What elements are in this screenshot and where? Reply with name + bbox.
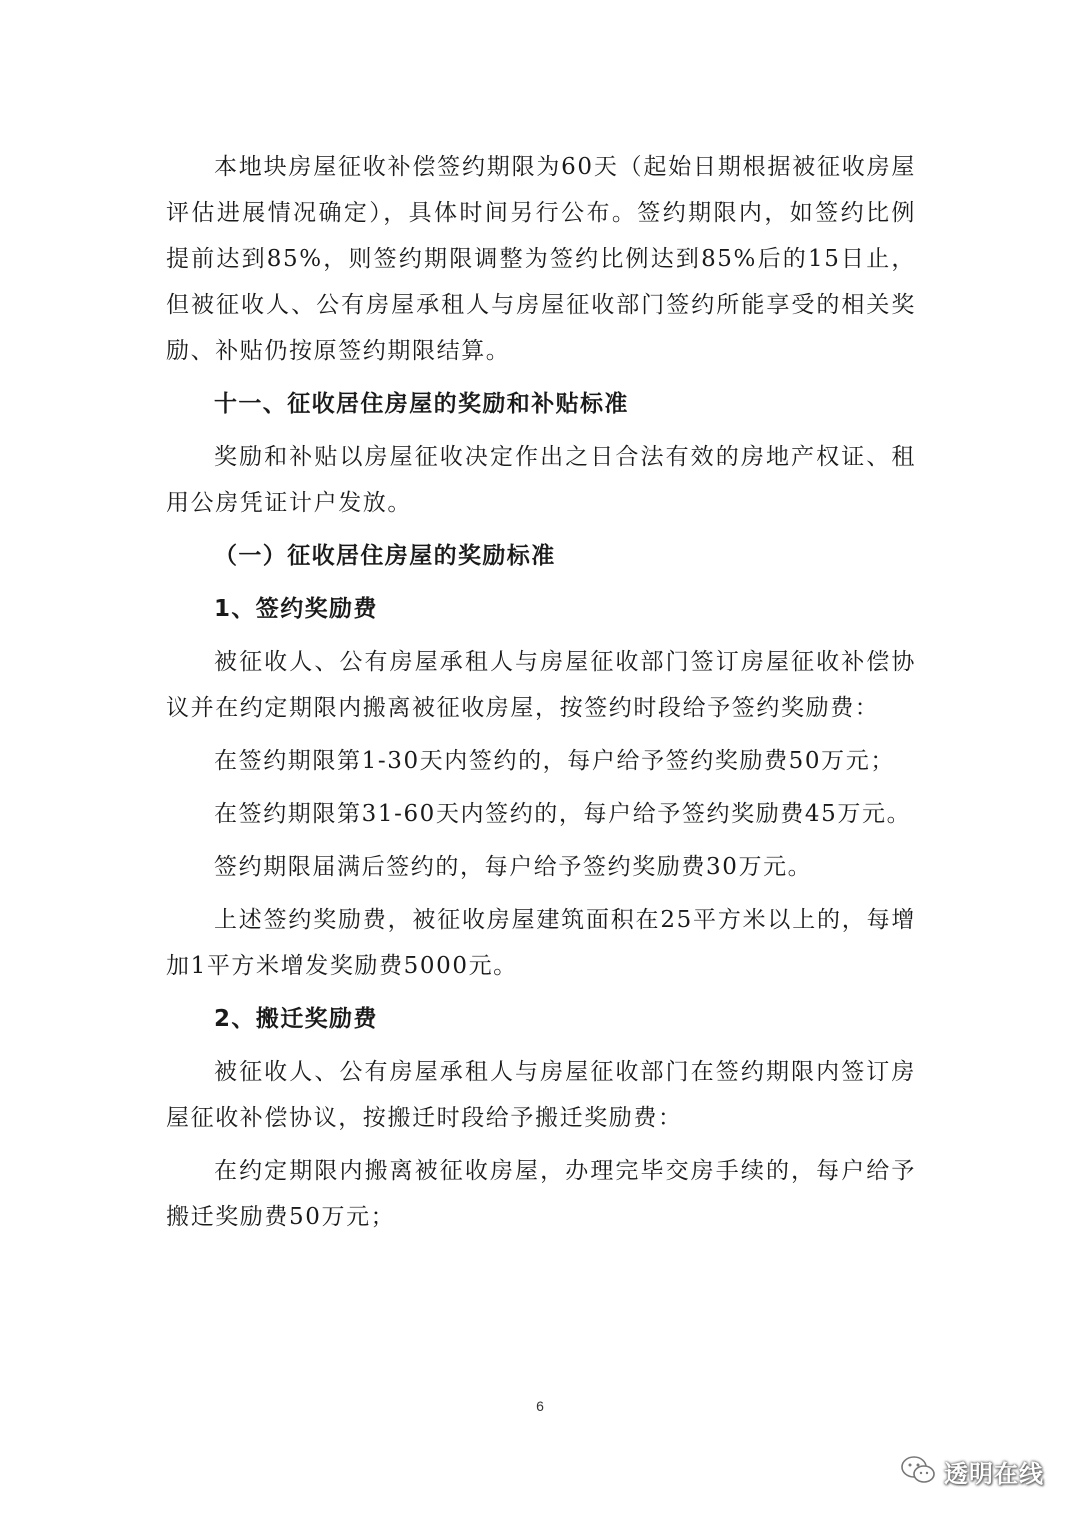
wechat-icon xyxy=(900,1455,936,1489)
watermark-text: 透明在线 xyxy=(944,1460,1044,1488)
paragraph-signing-after-deadline: 签约期限届满后签约的，每户给予签约奖励费30万元。 xyxy=(214,854,813,880)
paragraph-relocation-reward-intro: 被征收人、公有房屋承租人与房屋征收部门在签约期限内签订房屋征收补偿协议，按搬迁时段给予搬迁奖励费： xyxy=(166,1059,916,1131)
document-body xyxy=(166,144,916,1247)
paragraph-area-bonus: 上述签约奖励费，被征收房屋建筑面积在25平方米以上的，每增加1平方米增发奖励费5000元。 xyxy=(166,907,916,979)
item-heading-relocation-reward: 2、搬迁奖励费 xyxy=(214,1006,378,1032)
paragraph-signing-days-1-30: 在签约期限第1-30天内签约的，每户给予签约奖励费50万元； xyxy=(214,748,895,774)
paragraph-reward-basis: 奖励和补贴以房屋征收决定作出之日合法有效的房地产权证、租用公房凭证计户发放。 xyxy=(166,444,916,516)
item-heading-signing-reward: 1、签约奖励费 xyxy=(214,596,378,622)
paragraph-relocation-reward-amount: 在约定期限内搬离被征收房屋，办理完毕交房手续的，每户给予搬迁奖励费50万元； xyxy=(166,1158,916,1230)
page-number: 6 xyxy=(536,1398,544,1414)
paragraph-signing-days-31-60: 在签约期限第31-60天内签约的，每户给予签约奖励费45万元。 xyxy=(214,801,912,827)
subsection-heading-reward-standard: （一）征收居住房屋的奖励标准 xyxy=(214,543,556,569)
paragraph-signing-period: 本地块房屋征收补偿签约期限为60天（起始日期根据被征收房屋评估进展情况确定），具体时间另行公布。签约期限内，如签约比例提前达到85%，则签约期限调整为签约比例达到85%后的15日止，但被征收人、公有房屋承租人与房屋征收部门签约所能享受的相关奖励、补贴仍按原签约期限结算。 xyxy=(166,154,916,364)
paragraph-signing-reward-intro: 被征收人、公有房屋承租人与房屋征收部门签订房屋征收补偿协议并在约定期限内搬离被征收房屋，按签约时段给予签约奖励费： xyxy=(166,649,916,721)
section-heading-eleven: 十一、征收居住房屋的奖励和补贴标准 xyxy=(214,391,629,417)
watermark xyxy=(900,1454,1044,1489)
